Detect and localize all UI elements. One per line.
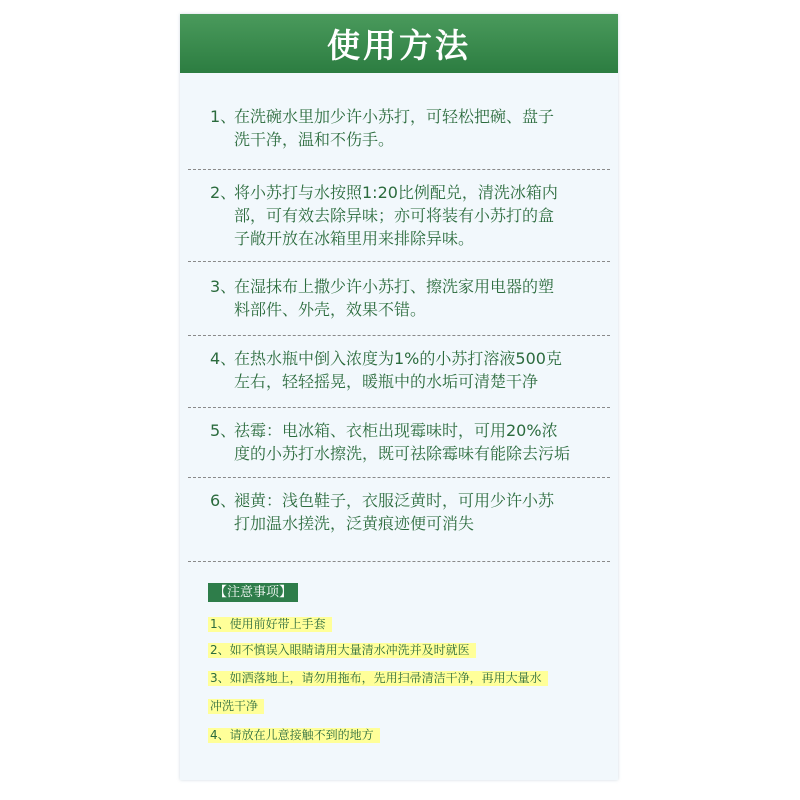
item-number: 3、	[210, 277, 237, 296]
item-line: 在湿抹布上撒少许小苏打、擦洗家用电器的塑	[234, 277, 555, 296]
notes-heading: 【注意事项】	[208, 583, 298, 602]
item-line: 度的小苏打水擦洗，既可祛除霉味有能除去污垢	[234, 444, 571, 463]
list-item	[180, 275, 618, 321]
list-item	[180, 419, 618, 465]
item-line: 部，可有效去除异味；亦可将装有小苏打的盒	[234, 206, 555, 225]
note-item: 冲洗干净	[208, 699, 264, 714]
note-item: 1、使用前好带上手套	[208, 617, 332, 632]
item-line: 在热水瓶中倒入浓度为1%的小苏打溶液500克	[234, 349, 562, 368]
item-line: 打加温水搓洗，泛黄痕迹便可消失	[234, 514, 475, 533]
divider	[188, 407, 610, 408]
list-item	[180, 489, 618, 535]
item-number: 2、	[210, 183, 237, 202]
note-item: 3、如洒落地上，请勿用拖布，先用扫帚清洁干净，再用大量水	[208, 671, 548, 686]
item-number: 6、	[210, 491, 237, 510]
instructions-card	[180, 14, 618, 780]
divider	[188, 335, 610, 336]
note-item: 4、请放在儿意接触不到的地方	[208, 728, 380, 743]
item-line: 将小苏打与水按照1:20比例配兑，清洗冰箱内	[234, 183, 558, 202]
divider	[188, 561, 610, 562]
item-number: 5、	[210, 421, 237, 440]
list-item	[180, 347, 618, 393]
list-item	[180, 105, 618, 151]
item-line: 洗干净，温和不伤手。	[234, 130, 395, 149]
item-line: 左右，轻轻摇晃，暖瓶中的水垢可清楚干净	[234, 372, 539, 391]
divider	[188, 169, 610, 170]
item-line: 子敞开放在冰箱里用来排除异味。	[234, 229, 475, 248]
header-banner	[180, 14, 618, 73]
item-number: 4、	[210, 349, 237, 368]
page-title: 使用方法	[327, 26, 471, 65]
divider	[188, 261, 610, 262]
list-item	[180, 181, 618, 250]
note-item: 2、如不慎误入眼睛请用大量清水冲洗并及时就医	[208, 643, 476, 658]
item-line: 在洗碗水里加少许小苏打，可轻松把碗、盘子	[234, 107, 555, 126]
item-line: 祛霉：电冰箱、衣柜出现霉味时，可用20%浓	[234, 421, 558, 440]
item-number: 1、	[210, 107, 237, 126]
divider	[188, 477, 610, 478]
item-line: 褪黄：浅色鞋子，衣服泛黄时，可用少许小苏	[234, 491, 555, 510]
item-line: 料部件、外壳，效果不错。	[234, 300, 427, 319]
